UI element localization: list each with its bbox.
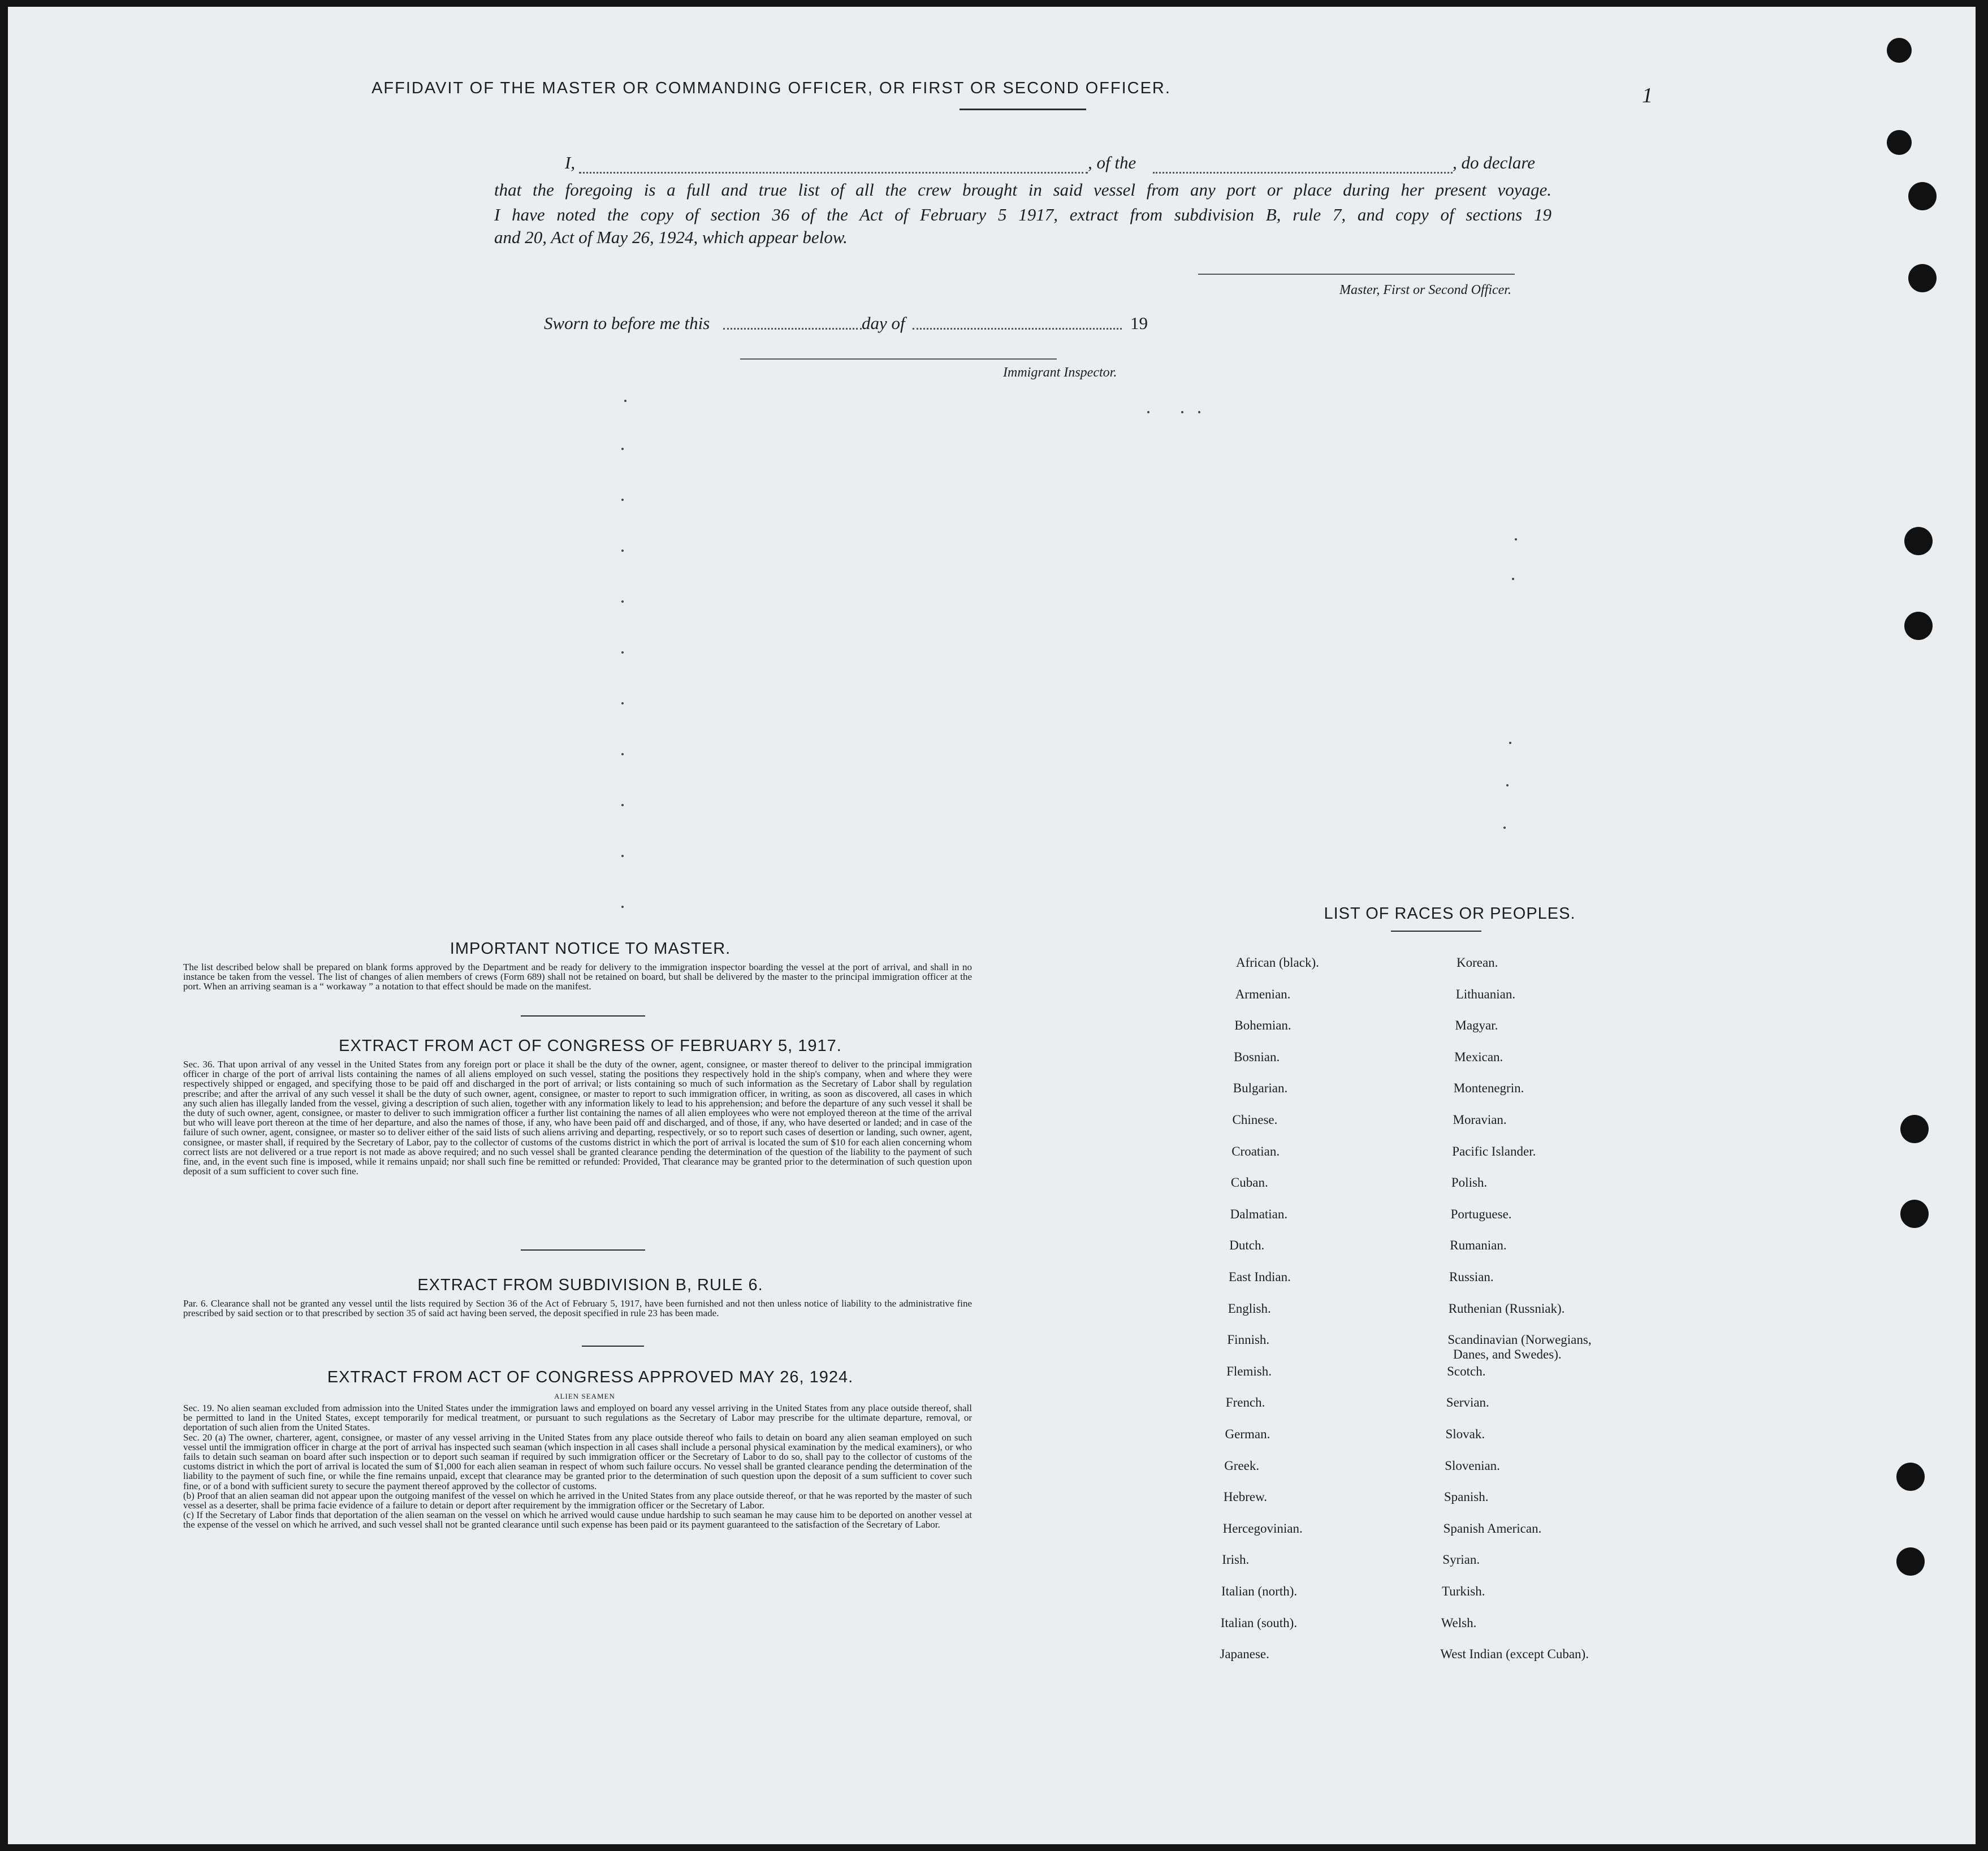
sec-20c-text: (c) If the Secretary of Labor finds that deportation of the alien seaman on the vessel on which he arrived would cause undue hardship to such seaman he may cause him to be deported on another vessel at the expense of the vessel on which he arrived, and such vessel shall not be granted clearance until such expense has been paid or its payment guaranteed to the satisfaction of the Secretary of Labor. [183,1510,972,1530]
race-item: Polish. [1451,1175,1488,1190]
signature-line [1198,274,1515,275]
race-item: Italian (north). [1221,1584,1298,1598]
affidavit-title: AFFIDAVIT OF THE MASTER OR COMMANDING OFFICER, OR FIRST OR SECOND OFFICER. [371,79,1171,97]
race-item: West Indian (except Cuban). [1440,1647,1589,1662]
name-blank [579,172,1088,174]
race-item: Dutch. [1229,1238,1265,1253]
bleed-mark [621,753,624,755]
race-item: African (black). [1236,955,1319,970]
punch-hole [1896,1547,1925,1576]
race-item: Bulgarian. [1233,1081,1288,1096]
punch-hole [1904,527,1933,555]
declaration-i: I, [565,153,576,172]
race-item: Russian. [1449,1270,1494,1284]
punch-hole [1904,612,1933,640]
race-item: Moravian. [1453,1113,1507,1127]
sec-20a-text: Sec. 20 (a) The owner, charterer, agent, consignee, or master of any vessel arriving in the United States from any place outside thereof who fails to detain on board any alien seaman employed on such vessel until the immigration officer in charge at the port of arrival has inspected such seaman (which inspection in all cases shall include a personal physical examination by the medical examiners), or who fails to detain such seaman on board after such inspection or to deport such seaman if required by such immigration officer or the Secretary of Labor to do so, shall pay to the collector of customs of the customs district in which the port of arrival is located the sum of $1,000 for each alien seaman in respect of whom such failure occurs. No vessel shall be granted clearance pending the determination of the liability to the payment of such fine, or while the fine remains unpaid, except that clearance may be granted prior to the determination of such question upon the deposit of a sum sufficient to cover such fine, or of a bond with sufficient surety to secure the payment thereof approved by the collector of customs. [183,1432,972,1491]
bleed-mark [1515,538,1517,540]
race-item: Slovak. [1445,1427,1485,1441]
bleed-mark [621,499,624,501]
punch-hole [1896,1463,1925,1491]
race-item: Dalmatian. [1230,1206,1288,1221]
declaration-end: , do declare [1453,153,1536,172]
race-item: Magyar. [1455,1018,1498,1033]
race-item: Montenegrin. [1453,1081,1524,1096]
declaration-line-3: I have noted the copy of section 36 of the Act of February 5 1917, extract from subdivision B, rule 7, and copy of sections 19 [494,205,1551,224]
race-item: Pacific Islander. [1452,1144,1536,1158]
race-item: Scandinavian (Norwegians, [1447,1333,1592,1347]
bleed-mark [1198,411,1200,413]
race-item: Syrian. [1442,1552,1480,1567]
race-item: Hercegovinian. [1222,1521,1303,1536]
race-item: Danes, and Swedes). [1453,1347,1562,1362]
extract-1924-text [183,1403,972,1530]
race-item: Rumanian. [1450,1238,1507,1253]
title-underline [960,109,1086,110]
race-item: Mexican. [1454,1049,1503,1064]
bleed-mark [621,804,624,806]
page-number: 1 [1642,84,1653,107]
extract-rule6-text: Par. 6. Clearance shall not be granted any vessel until the lists required by Section 36 of the Act of February 5, 1917, have been furnished and not then unless notice of liability to the administrative fine prescribed by said section or to that prescribed by section 35 of said act having been served, the deposit specified in rule 23 has been made. [183,1298,972,1319]
race-item: Spanish. [1444,1490,1489,1504]
bleed-mark [621,855,624,857]
bleed-mark [1181,411,1183,413]
notice-title: IMPORTANT NOTICE TO MASTER. [450,940,731,958]
race-item: German. [1225,1427,1270,1441]
declaration-of-the: , of the [1088,153,1136,172]
bleed-mark [1509,742,1511,744]
race-item: Bosnian. [1234,1049,1280,1064]
sec-19-text: Sec. 19. No alien seaman excluded from admission into the United States under the immigration laws and employed on board any vessel arriving in the United States from any place outside thereof, shall be permitted to land in the United States, except temporarily for medical treatment, or pursuant to such regulations as the Secretary of Labor may prescribe for the ultimate departure, removal, or deportation of such alien from the United States. [183,1403,972,1433]
race-item: French. [1225,1395,1265,1410]
bleed-mark [624,400,626,402]
punch-hole [1887,130,1912,155]
extract-1924-subtitle: ALIEN SEAMEN [554,1392,615,1400]
bleed-mark [1503,827,1506,829]
race-item: Italian (south). [1220,1615,1298,1630]
race-item: Flemish. [1226,1364,1272,1378]
race-item: Finnish. [1227,1333,1270,1347]
inspector-label: Immigrant Inspector. [1003,365,1117,380]
sworn-month-blank [913,328,1122,330]
race-item: Ruthenian (Russniak). [1448,1301,1565,1316]
race-item: Scotch. [1447,1364,1486,1378]
race-item: Cuban. [1230,1175,1268,1190]
bleed-mark [621,600,624,603]
race-item: Greek. [1224,1458,1260,1473]
bleed-mark [1506,784,1509,786]
race-item: Croatian. [1231,1144,1280,1158]
sworn-day-blank [723,328,862,330]
sworn-prefix: Sworn to before me this [544,313,710,333]
section-divider [582,1346,644,1347]
extract-1924-title: EXTRACT FROM ACT OF CONGRESS APPROVED MAY 26, 1924. [327,1368,854,1386]
inspector-line [740,358,1057,360]
bleed-mark [1512,578,1514,580]
race-item: Welsh. [1441,1615,1477,1630]
bleed-mark [621,906,624,908]
punch-hole [1900,1115,1929,1143]
extract-1917-title: EXTRACT FROM ACT OF CONGRESS OF FEBRUARY 5, 1917. [339,1037,842,1055]
vessel-blank [1153,172,1453,174]
race-item: Korean. [1457,955,1498,970]
punch-hole [1908,182,1937,210]
punch-hole [1900,1200,1929,1228]
sec-20b-text: (b) Proof that an alien seaman did not appear upon the outgoing manifest of the vessel on which he arrived in the United States from any place outside thereof, or that he was reported by the master of such vessel as a deserter, shall be prima facie evidence of a failure to detain or deport after requirement by the immigration officer or the Secretary of Labor. [183,1490,972,1511]
race-item: Servian. [1446,1395,1489,1410]
race-item: Lithuanian. [1455,987,1516,1001]
races-title: LIST OF RACES OR PEOPLES. [1324,905,1576,923]
race-item: Hebrew. [1223,1490,1267,1504]
extract-1917-text: Sec. 36. That upon arrival of any vessel in the United States from any foreign port or place it shall be the duty of the owner, agent, consignee, or master thereof to deliver to the principal immigration officer in charge of the port of arrival lists containing the names of all aliens employed on such vessel, stating the positions they respectively hold in the ship's company, when and where they were respectively shipped or engaged, and specifying those to be paid off and discharged in the port of arrival; or lists containing so much of such information as the Secretary of Labor shall by regulation prescribe; and after the arrival of any such vessel it shall be the duty of such owner, agent, consignee, or master to report to such immigration officer, in writing, as soon as discovered, all cases in which any such alien has illegally landed from the vessel, giving a description of such alien, together with any information likely to lead to his apprehension; and before the departure of any such vessel it shall be the duty of such owner, agent, consignee, or master to deliver to such immigration officer a further list containing the names of all alien employees who were not employed thereon at the time of the arrival but who will leave port thereon at the time of her departure, and also the names of those, if any, who have been paid off and discharged, and of those, if any, who have deserted or landed; and in case of the failure of such owner, agent, consignee, or master so to deliver either of the said lists of such aliens arriving and departing, respectively, or so to report such cases of desertion or landing, such owner, agent, consignee, or master shall, if required by the Secretary of Labor, pay to the collector of customs of the customs district in which the port of arrival is located the sum of $10 for each alien concerning whom correct lists are not delivered or a true report is not made as above required; and no such vessel shall be granted clearance pending the determination of the question of the liability to the payment of such fine, and, in the event such fine is imposed, while it remains unpaid; nor shall such fine be remitted or refunded: Provided, That clearance may be granted prior to the determination of such question upon deposit of a sum sufficient to cover such fine. [183,1059,972,1177]
race-item: Spanish American. [1443,1521,1542,1536]
race-item: Irish. [1222,1552,1250,1567]
race-item: Japanese. [1220,1647,1269,1662]
race-item: Bohemian. [1234,1018,1291,1033]
section-divider [521,1015,645,1017]
bleed-mark [621,702,624,704]
section-divider [521,1249,645,1251]
punch-hole [1887,38,1912,63]
signature-label: Master, First or Second Officer. [1339,283,1511,297]
race-item: English. [1228,1301,1271,1316]
race-item: Chinese. [1232,1113,1278,1127]
extract-rule6-title: EXTRACT FROM SUBDIVISION B, RULE 6. [417,1276,763,1294]
bleed-mark [1147,411,1149,413]
races-underline [1391,931,1481,932]
race-item: Armenian. [1235,987,1291,1001]
bleed-mark [621,651,624,654]
race-item: Slovenian. [1445,1458,1500,1473]
document-page [8,7,1976,1844]
race-item: Portuguese. [1450,1206,1512,1221]
race-item: East Indian. [1229,1270,1291,1284]
sworn-day-of: day of [862,313,905,333]
notice-text: The list described below shall be prepared on blank forms approved by the Department and be ready for delivery to the immigration inspector boarding the vessel at the port of arrival, and shall in no instance be taken from the vessel. The list of changes of alien members of crews (Form 689) shall not be retained on board, but shall be delivered by the master to the principal immigration officer at the port. When an arriving seaman is a “ workaway ” a notation to that effect should be made on the manifest. [183,962,972,992]
declaration-line-2: that the foregoing is a full and true list of all the crew brought in said vessel from any port or place during her present voyage. [494,180,1551,200]
bleed-mark [621,448,624,450]
declaration-body [494,178,1551,227]
declaration-line-4: and 20, Act of May 26, 1924, which appear below. [494,227,848,247]
race-item: Turkish. [1442,1584,1485,1598]
punch-hole [1908,264,1937,292]
bleed-mark [621,550,624,552]
sworn-year: 19 [1130,313,1148,333]
